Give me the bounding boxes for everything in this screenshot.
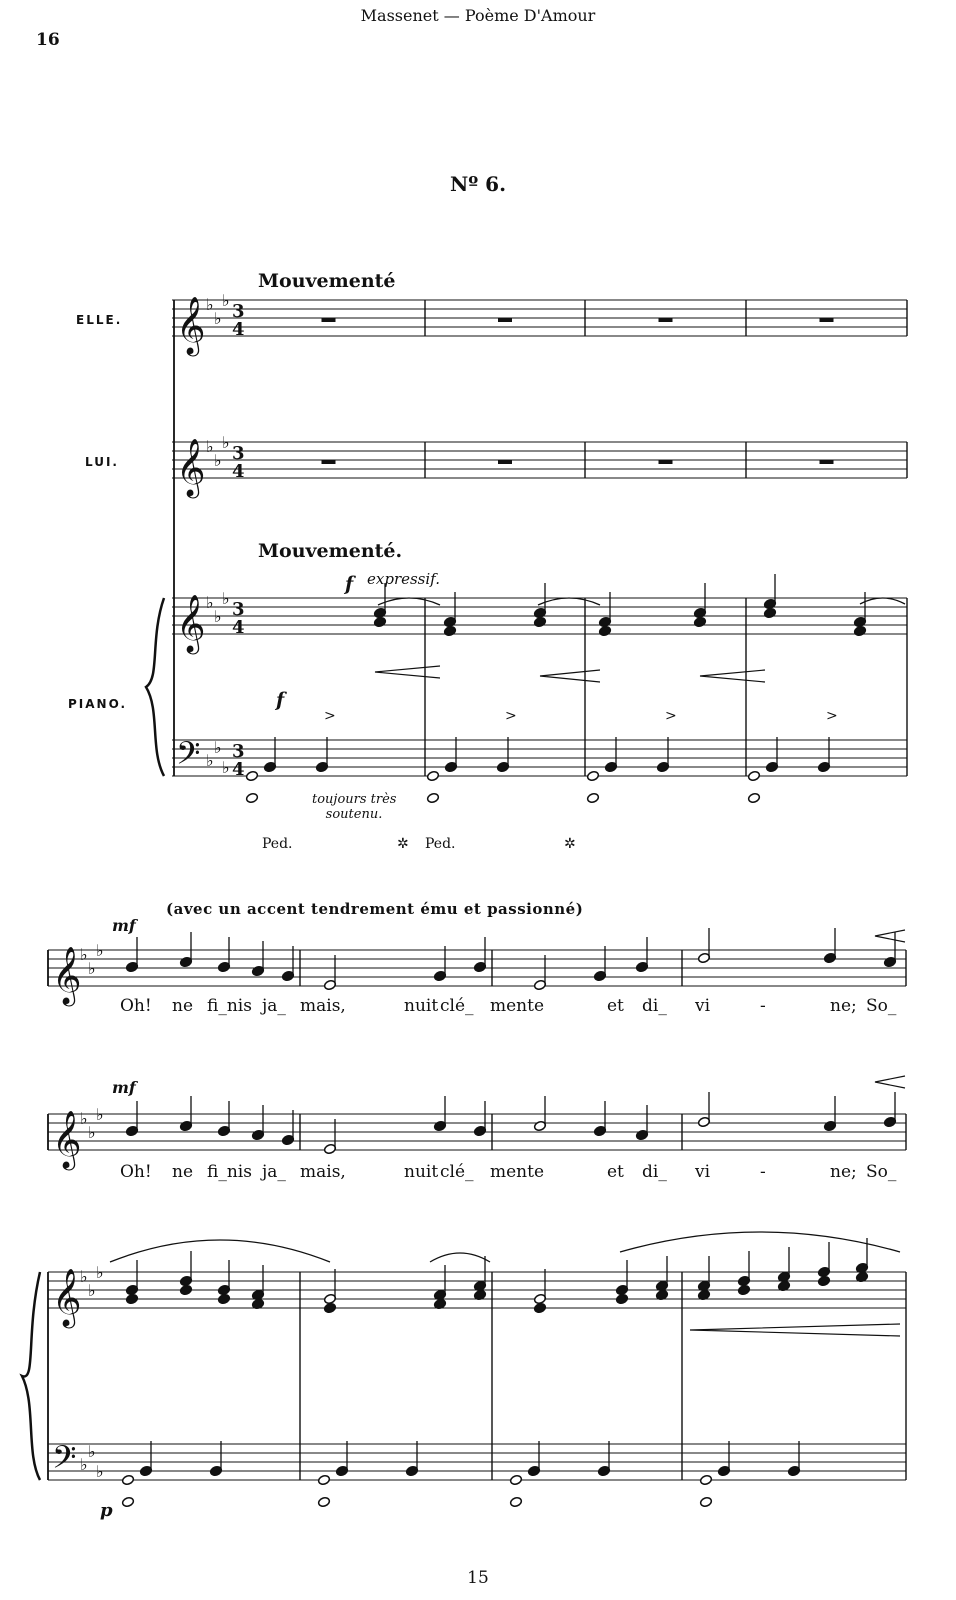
- slur: [430, 1253, 490, 1262]
- elle-label: ELLE.: [76, 313, 123, 327]
- rh-note: [217, 1293, 230, 1304]
- rh-chord-note: [598, 625, 611, 636]
- flat-sign: ♭: [222, 758, 230, 777]
- lui-label: LUI.: [85, 455, 119, 469]
- flat-sign: ♭: [96, 1462, 104, 1481]
- lh-low-octave: [121, 1496, 134, 1507]
- whole-rest: [498, 460, 512, 464]
- rh-note: [323, 1302, 336, 1313]
- piano-brace: [146, 598, 164, 776]
- left-hand-note-line1: toujours très: [312, 792, 397, 807]
- whole-rest: [498, 318, 512, 322]
- piano-label: PIANO.: [68, 697, 128, 711]
- time-signature-top: 3: [232, 301, 245, 322]
- lyric-elle-syllable: Oh!: [120, 996, 152, 1016]
- time-signature-bottom: 4: [232, 319, 245, 340]
- flat-sign: ♭: [88, 1123, 96, 1142]
- lh-low-octave: [426, 792, 439, 803]
- accent-mark: >: [324, 708, 336, 724]
- accent-mark: >: [826, 708, 838, 724]
- bass-clef-icon: 𝄢: [176, 735, 201, 779]
- whole-rest: [659, 318, 673, 322]
- rh-note: [737, 1284, 750, 1295]
- rh-chord-note: [533, 616, 546, 627]
- flat-sign: ♭: [214, 607, 222, 626]
- whole-rest: [659, 460, 673, 464]
- flat-sign: ♭: [96, 941, 104, 960]
- whole-rest: [820, 460, 834, 464]
- flat-sign: ♭: [80, 1267, 88, 1286]
- hairpin: [375, 666, 440, 678]
- whole-rest: [322, 318, 336, 322]
- lh-low-octave: [747, 792, 760, 803]
- dynamic-forte-left-hand: f: [276, 689, 285, 711]
- slur: [110, 1240, 330, 1262]
- flat-sign: ♭: [206, 437, 214, 456]
- lyric-lui-syllable: So_: [866, 1162, 897, 1182]
- lyric-elle-syllable: So_: [866, 996, 897, 1016]
- notes: [121, 318, 896, 1508]
- whole-rest: [322, 460, 336, 464]
- lyric-lui-syllable: mais,: [300, 1162, 346, 1182]
- treble-clef-icon: 𝄞: [176, 594, 206, 652]
- flat-sign: ♭: [96, 1263, 104, 1282]
- lyric-lui-syllable: Oh!: [120, 1162, 152, 1182]
- pedal-release-star-2: ✲: [564, 836, 576, 852]
- flat-sign: ♭: [80, 945, 88, 964]
- lyric-elle-syllable: mente: [490, 996, 545, 1016]
- left-hand-note-line2: soutenu.: [325, 807, 383, 822]
- lyric-lui-syllable: ja_: [262, 1162, 286, 1182]
- lyric-lui-syllable: -: [760, 1162, 766, 1182]
- lyric-lui-syllable: nuit: [404, 1162, 439, 1182]
- lyric-elle-syllable: vi: [695, 996, 711, 1016]
- tempo-marking-piano: Mouvementé.: [258, 540, 403, 562]
- lh-bass-note: [509, 1474, 522, 1485]
- flat-sign: ♭: [88, 1281, 96, 1300]
- flat-sign: ♭: [206, 593, 214, 612]
- pedal-release-star-1: ✲: [397, 836, 409, 852]
- lh-bass-note: [586, 770, 599, 781]
- hairpin: [700, 670, 765, 682]
- flat-sign: ♭: [80, 1455, 88, 1474]
- rh-chord-note: [853, 625, 866, 636]
- slur: [860, 598, 905, 604]
- flat-sign: ♭: [206, 295, 214, 314]
- time-signature-bottom: 4: [232, 759, 245, 780]
- hairpin: [540, 670, 600, 682]
- lyric-elle-syllable: ne: [172, 996, 194, 1016]
- rh-chord-note: [373, 616, 386, 627]
- flat-sign: ♭: [96, 1105, 104, 1124]
- lyric-elle-syllable: -: [760, 996, 766, 1016]
- flat-sign: ♭: [222, 291, 230, 310]
- lh-low-octave: [317, 1496, 330, 1507]
- lyric-elle-syllable: ne;: [830, 996, 857, 1016]
- lh-low-octave: [245, 792, 258, 803]
- page-number-top: 16: [36, 30, 60, 50]
- lh-bass-note: [121, 1474, 134, 1485]
- accent-mark: >: [665, 708, 677, 724]
- rh-chord-note: [763, 607, 776, 618]
- time-signature-top: 3: [232, 599, 245, 620]
- dynamic-forte-right-hand: f: [345, 573, 354, 595]
- hairpin: [690, 1324, 900, 1336]
- flat-sign: ♭: [214, 738, 222, 757]
- rh-chord-note: [443, 625, 456, 636]
- slur: [620, 1232, 900, 1252]
- rh-chord-note: [693, 616, 706, 627]
- performance-direction: (avec un accent tendrement ému et passionné): [166, 900, 584, 918]
- time-signature-bottom: 4: [232, 617, 245, 638]
- lh-low-octave: [509, 1496, 522, 1507]
- time-signature-top: 3: [232, 443, 245, 464]
- piece-number: Nº 6.: [449, 172, 507, 196]
- slur: [538, 598, 600, 605]
- lyric-lui-syllable: clé_: [440, 1162, 474, 1182]
- lyric-elle-syllable: ja_: [262, 996, 286, 1016]
- lh-bass-note: [747, 770, 760, 781]
- page-number-bottom: 15: [467, 1568, 489, 1588]
- lyric-lui-syllable: et: [607, 1162, 624, 1182]
- lh-bass-note: [245, 770, 258, 781]
- lyric-lui-syllable: mente: [490, 1162, 545, 1182]
- treble-clef-icon: 𝄞: [52, 946, 82, 1004]
- time-signature-top: 3: [232, 741, 245, 762]
- treble-clef-icon: 𝄞: [52, 1110, 82, 1168]
- lyric-elle-syllable: clé_: [440, 996, 474, 1016]
- piano-brace: [22, 1272, 40, 1480]
- time-signature-bottom: 4: [232, 461, 245, 482]
- slur: [378, 598, 440, 605]
- lh-low-octave: [586, 792, 599, 803]
- flat-sign: ♭: [88, 959, 96, 978]
- flat-sign: ♭: [80, 1109, 88, 1128]
- lh-bass-note: [317, 1474, 330, 1485]
- whole-rest: [820, 318, 834, 322]
- lyric-lui-syllable: di_: [642, 1162, 667, 1182]
- hairpin: [875, 1076, 905, 1088]
- accent-mark: >: [505, 708, 517, 724]
- bass-clef-icon: 𝄢: [52, 1439, 77, 1483]
- rh-note: [817, 1275, 830, 1286]
- rh-note: [125, 1293, 138, 1304]
- lyric-lui-syllable: vi: [695, 1162, 711, 1182]
- dynamic-mf-elle: mf: [112, 916, 136, 935]
- slurs-and-hairpins: [22, 598, 905, 1480]
- lh-low-octave: [699, 1496, 712, 1507]
- flat-sign: ♭: [222, 433, 230, 452]
- pedal-marking-1: Ped.: [262, 836, 293, 852]
- lyric-elle-syllable: nuit: [404, 996, 439, 1016]
- rh-note: [533, 1302, 546, 1313]
- dynamic-piano-marking: p: [100, 1500, 113, 1521]
- lyric-lui-syllable: fi_nis: [207, 1162, 252, 1182]
- lyric-elle-syllable: et: [607, 996, 624, 1016]
- lyric-lui-syllable: ne;: [830, 1162, 857, 1182]
- flat-sign: ♭: [222, 589, 230, 608]
- rh-note: [179, 1284, 192, 1295]
- hairpin: [875, 930, 905, 942]
- page-header: Massenet — Poème D'Amour: [360, 6, 596, 25]
- treble-clef-icon: 𝄞: [176, 296, 206, 354]
- rh-note: [615, 1293, 628, 1304]
- treble-clef-icon: 𝄞: [52, 1268, 82, 1326]
- treble-clef-icon: 𝄞: [176, 438, 206, 496]
- pedal-marking-2: Ped.: [425, 836, 456, 852]
- lh-bass-note: [699, 1474, 712, 1485]
- lh-bass-note: [426, 770, 439, 781]
- tempo-marking-voice: Mouvementé: [258, 270, 396, 292]
- lyric-lui-syllable: ne: [172, 1162, 194, 1182]
- flat-sign: ♭: [88, 1442, 96, 1461]
- flat-sign: ♭: [214, 309, 222, 328]
- lyric-elle-syllable: di_: [642, 996, 667, 1016]
- lyric-elle-syllable: fi_nis: [207, 996, 252, 1016]
- lyric-elle-syllable: mais,: [300, 996, 346, 1016]
- expression-marking: expressif.: [367, 570, 440, 588]
- flat-sign: ♭: [214, 451, 222, 470]
- flat-sign: ♭: [206, 751, 214, 770]
- dynamic-mf-lui: mf: [112, 1078, 136, 1097]
